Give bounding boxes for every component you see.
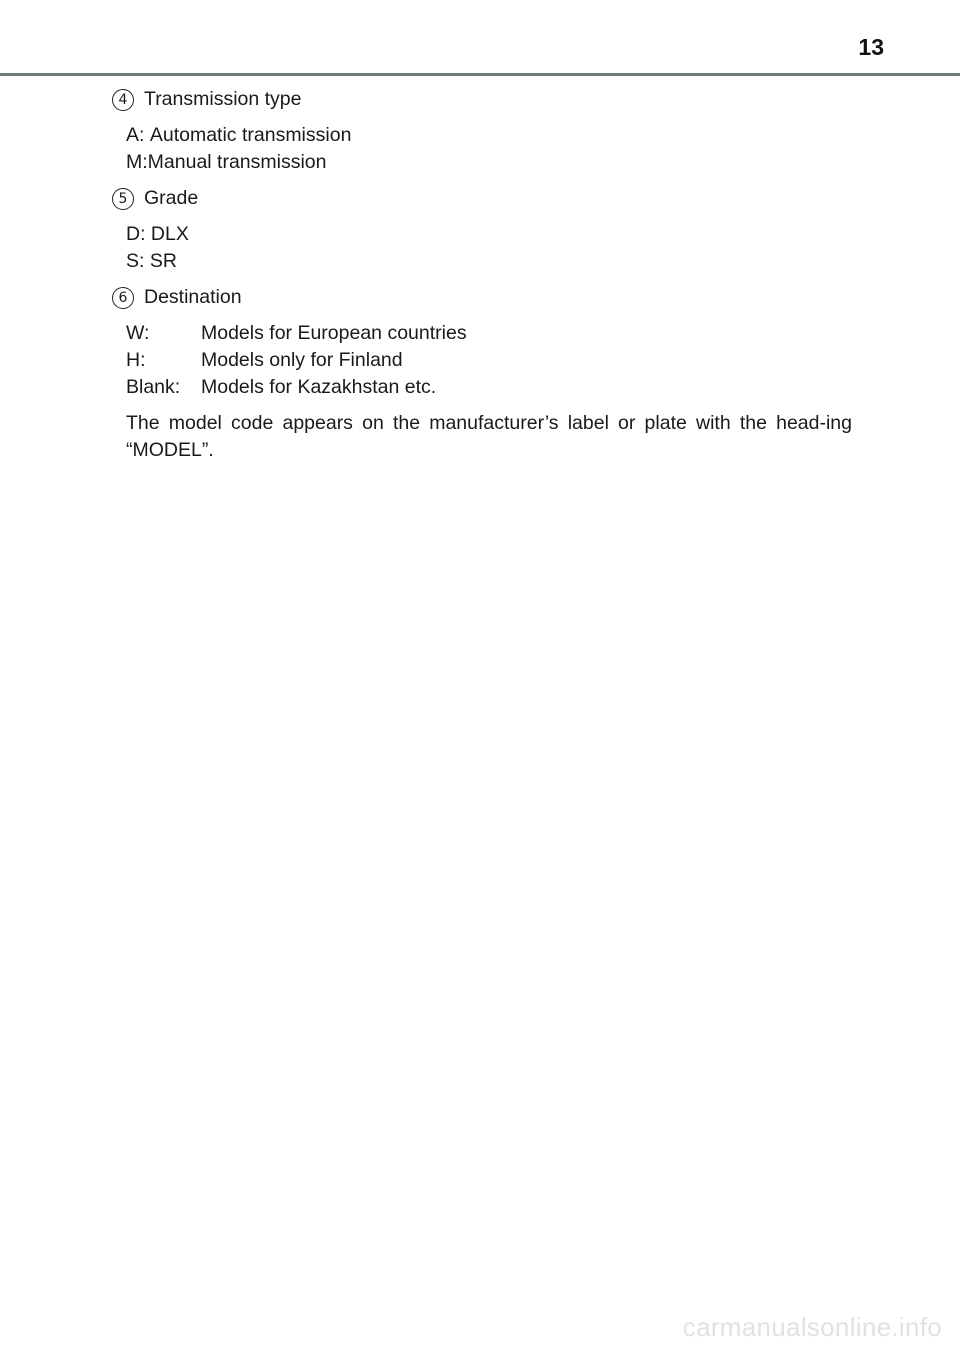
section-title: Transmission type: [144, 88, 302, 110]
page-content: [112, 86, 852, 464]
watermark: carmanualsonline.info: [682, 1312, 942, 1342]
circled-number-icon: 4: [112, 89, 134, 111]
section-heading-transmission: [112, 86, 852, 113]
list-item: [126, 122, 852, 149]
item-key: Blank:: [126, 376, 181, 398]
item-value: Manual transmission: [147, 151, 327, 173]
model-code-note: The model code appears on the manufacturer’s label or plate with the head-ing “MODEL”.: [126, 412, 852, 461]
circled-number-icon: 5: [112, 188, 134, 210]
item-key: W:: [126, 322, 150, 344]
section-items: [112, 320, 852, 401]
item-key: S:: [126, 250, 150, 272]
circled-number-icon: 6: [112, 287, 134, 309]
list-item: [126, 221, 852, 248]
page-number: 13: [858, 34, 884, 60]
item-value: Models for Kazakhstan etc.: [201, 376, 437, 398]
item-value: Automatic transmission: [149, 124, 352, 146]
list-item: [126, 248, 852, 275]
section-title: Grade: [144, 187, 199, 209]
section-heading-grade: [112, 185, 852, 212]
item-value: Models only for Finland: [201, 349, 403, 371]
item-value: Models for European countries: [201, 322, 467, 344]
list-item: [126, 347, 852, 374]
item-value: DLX: [150, 223, 189, 245]
list-item: [126, 320, 852, 347]
list-item: [126, 149, 852, 176]
item-key: M:: [126, 151, 148, 173]
section-heading-destination: [112, 284, 852, 311]
list-item: [126, 374, 852, 401]
header-rule: [0, 73, 960, 76]
item-key: A:: [126, 124, 150, 146]
section-items: [112, 221, 852, 275]
section-items: [112, 122, 852, 176]
item-key: H:: [126, 349, 146, 371]
section-title: Destination: [144, 286, 242, 308]
item-value: SR: [149, 250, 177, 272]
item-key: D:: [126, 223, 151, 245]
